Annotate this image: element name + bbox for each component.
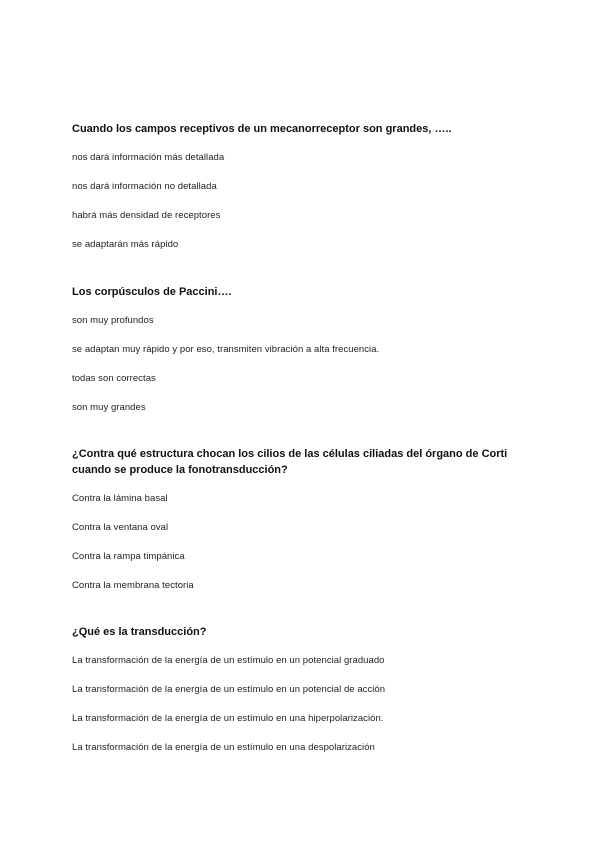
question-4-option-1: La transformación de la energía de un estímulo en un potencial graduado	[72, 655, 385, 666]
question-4-option-3: La transformación de la energía de un estímulo en una hiperpolarización.	[72, 713, 384, 724]
question-1-option-1: nos dará información más detallada	[72, 152, 225, 163]
question-2-option-4: son muy grandes	[72, 402, 146, 413]
question-3-text: ¿Contra qué estructura chocan los cilios de las células ciliadas del órgano de Corti cuando se produce la fonotransducción?	[72, 448, 508, 476]
question-1-option-4: se adaptarán más rápido	[72, 239, 179, 250]
question-2-option-1: son muy profundos	[72, 315, 154, 326]
question-3-option-3: Contra la rampa timpánica	[72, 551, 185, 562]
question-1-text: Cuando los campos receptivos de un mecanorreceptor son grandes, …..	[72, 123, 452, 135]
question-1-option-3: habrá más densidad de receptores	[72, 210, 221, 221]
question-2-option-2: se adaptan muy rápido y por eso, transmiten vibración a alta frecuencia.	[72, 344, 380, 355]
question-2-option-3: todas son correctas	[72, 373, 156, 384]
question-4-text: ¿Qué es la transducción?	[72, 626, 207, 638]
question-4-option-4: La transformación de la energía de un estímulo en una despolarización	[72, 742, 375, 753]
question-3-option-4: Contra la membrana tectoria	[72, 580, 194, 591]
question-1-option-2: nos dará información no detallada	[72, 181, 217, 192]
question-3-option-2: Contra la ventana oval	[72, 522, 169, 533]
question-2-text: Los corpúsculos de Paccini….	[72, 286, 232, 298]
question-3-option-1: Contra la lámina basal	[72, 493, 168, 504]
question-4-option-2: La transformación de la energía de un estímulo en un potencial de acción	[72, 684, 386, 695]
